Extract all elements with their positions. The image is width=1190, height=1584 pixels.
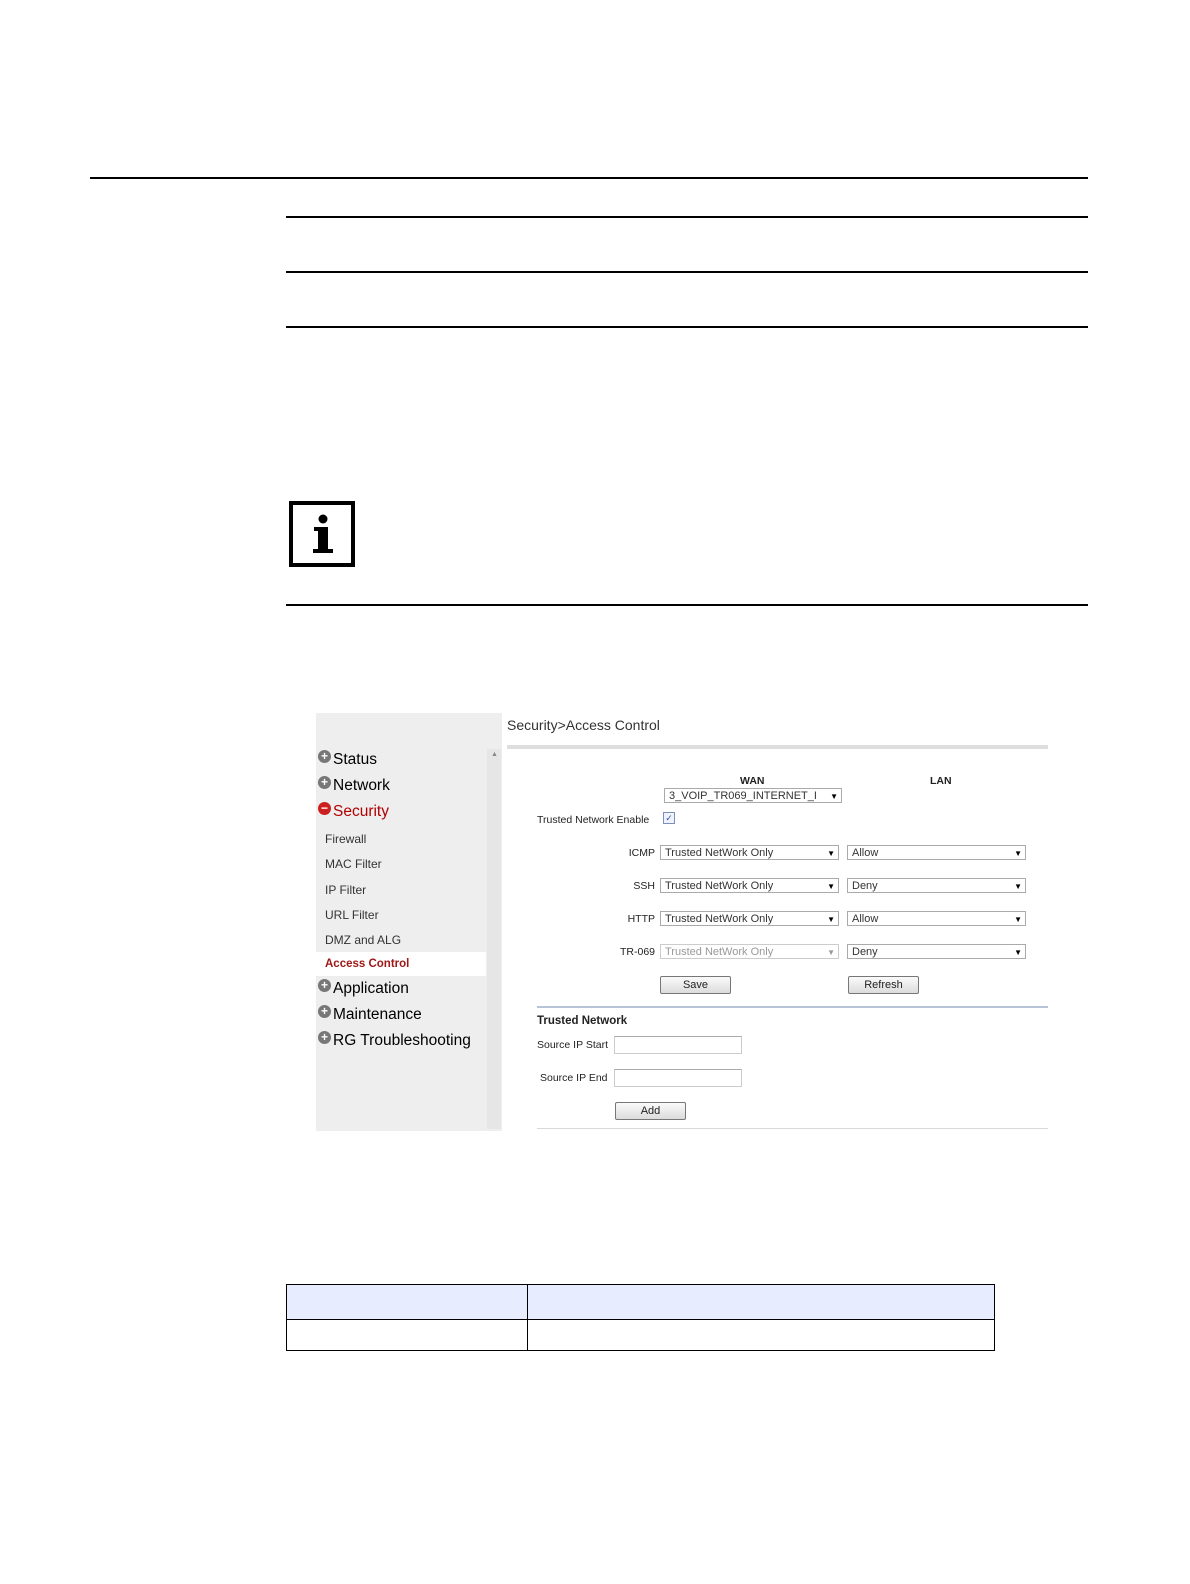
sidebar-item-access-control[interactable]: Access Control (316, 952, 486, 976)
sidebar-item-maintenance[interactable] (318, 1003, 422, 1024)
plus-icon: + (318, 1031, 331, 1044)
trusted-network-enable-label: Trusted Network Enable (537, 814, 650, 826)
sidebar-item-rg-troubleshooting[interactable] (318, 1029, 471, 1050)
chevron-down-icon: ▼ (827, 915, 835, 924)
chevron-down-icon: ▼ (1014, 948, 1022, 957)
chevron-down-icon: ▼ (827, 849, 835, 858)
refresh-button[interactable]: Refresh (848, 976, 919, 994)
sidebar-scrollbar[interactable] (487, 749, 501, 1129)
source-ip-end-input[interactable] (614, 1069, 742, 1087)
table-header-cell (528, 1285, 995, 1320)
ssh-lan-select[interactable] (847, 878, 1026, 893)
sidebar-item-label: Security (333, 803, 389, 820)
source-ip-end-label: Source IP End (540, 1072, 608, 1084)
service-label-icmp: ICMP (628, 847, 655, 859)
sidebar-item-firewall[interactable]: Firewall (325, 832, 367, 846)
parameter-table (286, 1284, 995, 1351)
minus-icon: − (318, 802, 331, 815)
chevron-down-icon: ▼ (830, 792, 838, 801)
sidebar-item-security[interactable] (318, 800, 389, 821)
table-cell (528, 1320, 995, 1351)
chevron-down-icon: ▼ (827, 882, 835, 891)
service-label-http: HTTP (627, 913, 655, 925)
sidebar-item-label: Status (333, 751, 377, 768)
http-lan-select[interactable] (847, 911, 1026, 926)
sidebar-item-mac-filter[interactable]: MAC Filter (325, 857, 382, 871)
sidebar-item-label: Network (333, 777, 390, 794)
chevron-down-icon: ▼ (1014, 882, 1022, 891)
table-header-cell (287, 1285, 528, 1320)
save-button[interactable]: Save (660, 976, 731, 994)
tr069-wan-value: Trusted NetWork Only (665, 946, 774, 958)
plus-icon: + (318, 1005, 331, 1018)
chevron-down-icon: ▼ (1014, 849, 1022, 858)
rule-2 (286, 271, 1088, 273)
plus-icon: + (318, 776, 331, 789)
wan-interface-value: 3_VOIP_TR069_INTERNET_I (669, 790, 817, 802)
ssh-lan-value: Deny (852, 880, 878, 892)
tr069-lan-select[interactable] (847, 944, 1026, 959)
sidebar-item-url-filter[interactable]: URL Filter (325, 908, 379, 922)
bottom-divider (537, 1128, 1048, 1129)
wan-column-header: WAN (740, 775, 765, 787)
ssh-wan-value: Trusted NetWork Only (665, 880, 774, 892)
sidebar-item-application[interactable] (318, 977, 409, 998)
breadcrumb-divider (507, 745, 1048, 749)
sidebar-item-ip-filter[interactable]: IP Filter (325, 883, 367, 897)
info-icon (289, 501, 355, 567)
http-wan-select[interactable] (660, 911, 839, 926)
table-row (287, 1320, 995, 1351)
source-ip-start-input[interactable] (614, 1036, 742, 1054)
source-ip-start-label: Source IP Start (537, 1039, 609, 1051)
sidebar-item-label: RG Troubleshooting (333, 1032, 471, 1049)
icmp-lan-value: Allow (852, 847, 879, 859)
main-panel (502, 713, 1048, 1131)
wan-interface-select[interactable] (664, 788, 842, 803)
sidebar-item-dmz-alg[interactable]: DMZ and ALG (325, 933, 402, 947)
http-wan-value: Trusted NetWork Only (665, 913, 774, 925)
plus-icon: + (318, 750, 331, 763)
section-divider (537, 1006, 1048, 1008)
access-control-screenshot (316, 713, 1048, 1131)
note-rule (286, 604, 1088, 606)
sidebar-item-network[interactable] (318, 774, 390, 795)
header-rule (90, 177, 1088, 179)
scroll-up-icon[interactable]: ▲ (491, 751, 498, 758)
plus-icon: + (318, 979, 331, 992)
sidebar-item-label: Maintenance (333, 1006, 422, 1023)
table-header-row (287, 1285, 995, 1320)
service-label-tr069: TR-069 (619, 946, 655, 958)
rule-3 (286, 326, 1088, 328)
sidebar-item-status[interactable] (318, 748, 377, 769)
icmp-wan-select[interactable] (660, 845, 839, 860)
sidebar-item-label: Application (333, 980, 409, 997)
icmp-lan-select[interactable] (847, 845, 1026, 860)
sidebar (316, 713, 502, 1131)
http-lan-value: Allow (852, 913, 879, 925)
tr069-lan-value: Deny (852, 946, 878, 958)
trusted-network-enable-checkbox[interactable]: ✓ (663, 812, 675, 824)
breadcrumb: Security>Access Control (507, 717, 660, 733)
trusted-network-title: Trusted Network (537, 1015, 628, 1027)
add-button[interactable]: Add (615, 1102, 686, 1120)
chevron-down-icon: ▼ (1014, 915, 1022, 924)
table-cell (287, 1320, 528, 1351)
chevron-down-icon: ▼ (827, 948, 835, 957)
service-label-ssh: SSH (633, 880, 655, 892)
ssh-wan-select[interactable] (660, 878, 839, 893)
lan-column-header: LAN (930, 775, 952, 787)
rule-1 (286, 216, 1088, 218)
icmp-wan-value: Trusted NetWork Only (665, 847, 774, 859)
tr069-wan-select (660, 944, 839, 959)
